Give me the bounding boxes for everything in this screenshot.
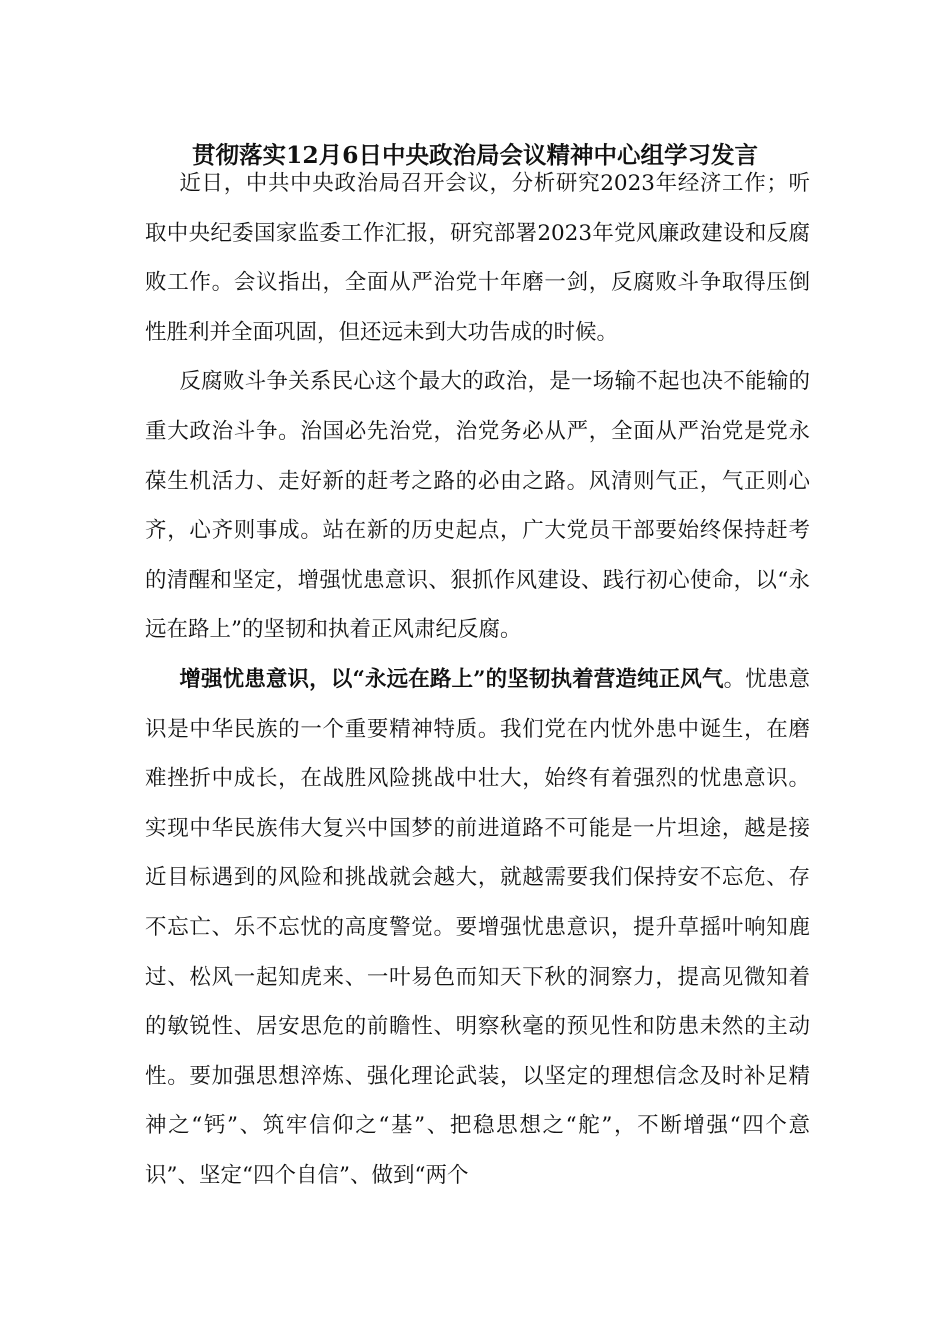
paragraph-2: 反腐败斗争关系民心这个最大的政治，是一场输不起也决不能输的重大政治斗争。治国必先治党，治党务必从严，全面从严治党是党永葆生机活力、走好新的赶考之路的必由之路。风清则气正，气正则心齐，心齐则事成。站在新的历史起点，广大党员干部要始终保持赶考的清醒和坚定，增强忧患意识、狠抓作风建设、践行初心使命，以“永远在路上”的坚韧和执着正风肃纪反腐。 bbox=[145, 369, 810, 643]
paragraph-1: 近日，中共中央政治局召开会议，分析研究2023年经济工作；听取中央纪委国家监委工作汇报，研究部署2023年党风廉政建设和反腐败工作。会议指出，全面从严治党十年磨一剑，反腐败斗争取得压倒性胜利并全面巩固，但还远未到大功告成的时候。 bbox=[145, 171, 810, 345]
paragraph-3 bbox=[145, 655, 810, 1201]
document-title: 贯彻落实12月6日中央政治局会议精神中心组学习发言 bbox=[191, 141, 759, 169]
paragraph-3-text: 。忧患意识是中华民族的一个重要精神特质。我们党在内忧外患中诞生，在磨难挫折中成长，在战胜风险挑战中壮大，始终有着强烈的忧患意识。实现中华民族伟大复兴中国梦的前进道路不可能是一片坦途，越是接近目标遇到的风险和挑战就会越大，就越需要我们保持安不忘危、存不忘亡、乐不忘忧的高度警觉。要增强忧患意识，提升草摇叶响知鹿过、松风一起知虎来、一叶易色而知天下秋的洞察力，提高见微知着的敏锐性、居安思危的前瞻性、明察秋毫的预见性和防患未然的主动性。要加强思想淬炼、强化理论武装，以坚定的理想信念及时补足精神之“钙”、筑牢信仰之“基”、把稳思想之“舵”，不断增强“四个意识”、坚定“四个自信”、做到“两个 bbox=[145, 666, 810, 1188]
paragraph-3-lead: 增强忧患意识，以“永远在路上”的坚韧执着营造纯正风气 bbox=[179, 666, 724, 692]
document-body bbox=[145, 159, 810, 1200]
